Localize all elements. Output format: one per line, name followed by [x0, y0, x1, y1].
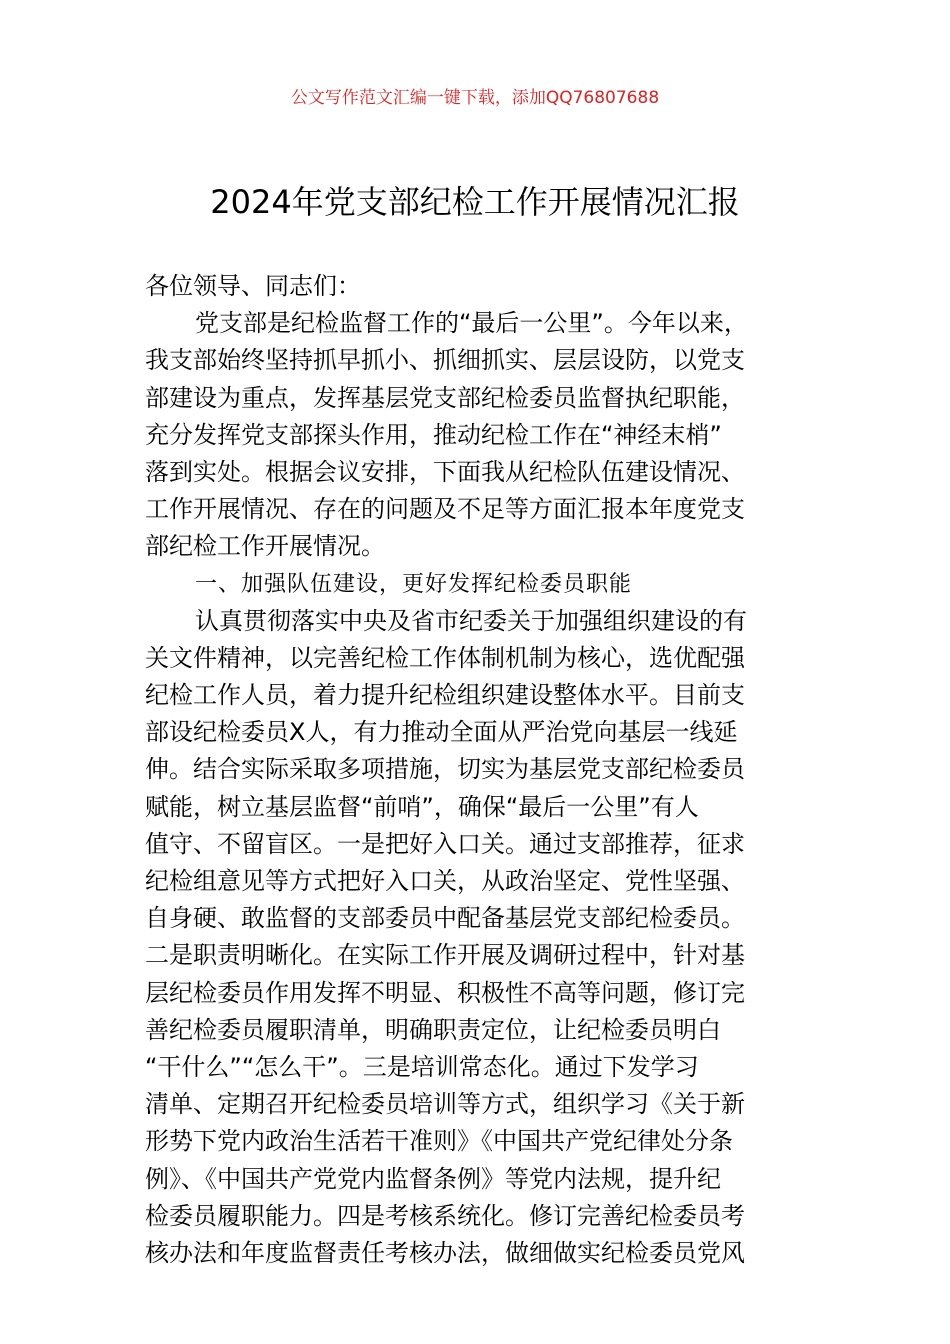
- document-title: 2024年党支部纪检工作开展情况汇报: [210, 183, 740, 221]
- paragraph-line: 充分发挥党支部探头作用，推动纪检工作在“神经末梢”: [145, 420, 722, 449]
- paragraph-line: 善纪检委员履职清单，明确职责定位，让纪检委员明白: [145, 1015, 721, 1044]
- paragraph-line: 部纪检工作开展情况。: [145, 532, 385, 561]
- paragraph-line: 核办法和年度监督责任考核办法，做细做实纪检委员党风: [145, 1238, 745, 1267]
- paragraph-line: 关文件精神，以完善纪检工作体制机制为核心，选优配强: [145, 643, 745, 672]
- paragraph-line: 党支部是纪检监督工作的“最后一公里”。今年以来，: [195, 309, 748, 338]
- paragraph-line: 赋能，树立基层监督“前哨”，确保“最后一公里”有人: [145, 792, 699, 821]
- paragraph-line: 纪检工作人员，着力提升纪检组织建设整体水平。目前支: [145, 681, 745, 710]
- paragraph-line: 我支部始终坚持抓早抓小、抓细抓实、层层设防，以党支: [145, 346, 745, 375]
- paragraph-line: 纪检组意见等方式把好入口关，从政治坚定、党性坚强、: [145, 867, 745, 895]
- paragraph-line: 值守、不留盲区。一是把好入口关。通过支部推荐，征求: [145, 829, 745, 858]
- section-heading: 一、加强队伍建设，更好发挥纪检委员职能: [195, 571, 633, 597]
- paragraph-line: 检委员履职能力。四是考核系统化。修订完善纪检委员考: [145, 1201, 745, 1230]
- paragraph-line: 自身硬、敢监督的支部委员中配备基层党支部纪检委员。: [145, 904, 745, 933]
- paragraph-line: 伸。结合实际采取多项措施，切实为基层党支部纪检委员: [145, 755, 745, 784]
- document-body: [145, 268, 813, 1272]
- paragraph-line: 层纪检委员作用发挥不明显、积极性不高等问题，修订完: [145, 978, 745, 1007]
- paragraph-line: 认真贯彻落实中央及省市纪委关于加强组织建设的有: [195, 606, 747, 635]
- paragraph-line: 部设纪检委员X人，有力推动全面从严治党向基层一线延: [145, 718, 738, 747]
- paragraph-line: “干什么”“怎么干”。三是培训常态化。通过下发学习: [145, 1052, 699, 1081]
- paragraph-line: 各位领导、同志们：: [145, 272, 361, 300]
- download-notice: 公文写作范文汇编一键下载，添加QQ76807688: [290, 88, 660, 108]
- paragraph-line: 部建设为重点，发挥基层党支部纪检委员监督执纪职能，: [145, 383, 745, 412]
- paragraph-line: 落到实处。根据会议安排，下面我从纪检队伍建设情况、: [145, 457, 745, 486]
- paragraph-line: 形势下党内政治生活若干准则》《中国共产党纪律处分条: [145, 1127, 733, 1156]
- paragraph-line: 清单、定期召开纪检委员培训等方式，组织学习《关于新: [145, 1090, 745, 1119]
- paragraph-line: 二是职责明晰化。在实际工作开展及调研过程中，针对基: [145, 941, 745, 970]
- paragraph-line: 工作开展情况、存在的问题及不足等方面汇报本年度党支: [145, 495, 745, 524]
- paragraph-line: 例》、《中国共产党党内监督条例》等党内法规，提升纪: [145, 1164, 721, 1193]
